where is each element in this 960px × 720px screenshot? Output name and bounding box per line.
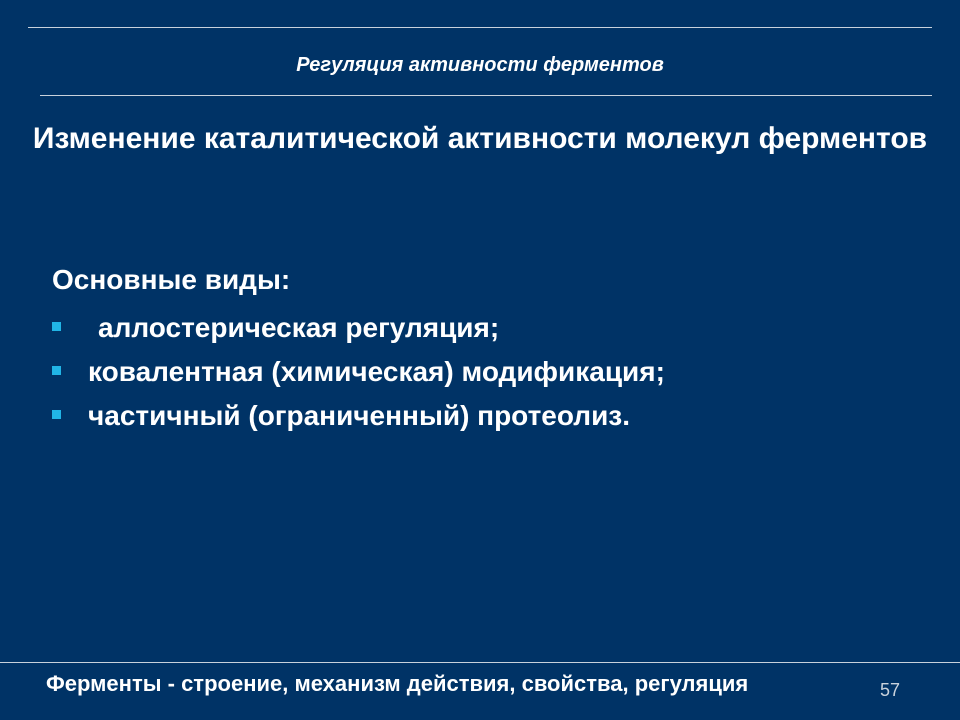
list-item [52, 306, 665, 350]
square-bullet-icon [52, 410, 61, 419]
page-number: 57 [880, 680, 901, 700]
square-bullet-icon [52, 366, 61, 375]
footer-text: Ферменты - строение, механизм действия, свойства, регуляция [46, 671, 749, 696]
header-divider [40, 95, 932, 96]
list-item-text: аллостерическая регуляция; [98, 312, 500, 343]
footer-divider [0, 662, 960, 663]
list-item-text: частичный (ограниченный) протеолиз. [88, 400, 630, 431]
header-title: Регуляция активности ферментов [296, 54, 664, 76]
list-item-text: ковалентная (химическая) модификация; [88, 356, 665, 387]
list-item [52, 350, 665, 394]
slide-title: Изменение каталитической активности молекул ферментов [32, 122, 928, 155]
square-bullet-icon [52, 322, 61, 331]
bullet-list [52, 306, 665, 438]
section-heading: Основные виды: [52, 264, 291, 295]
list-item [52, 394, 665, 438]
top-divider [28, 27, 932, 28]
